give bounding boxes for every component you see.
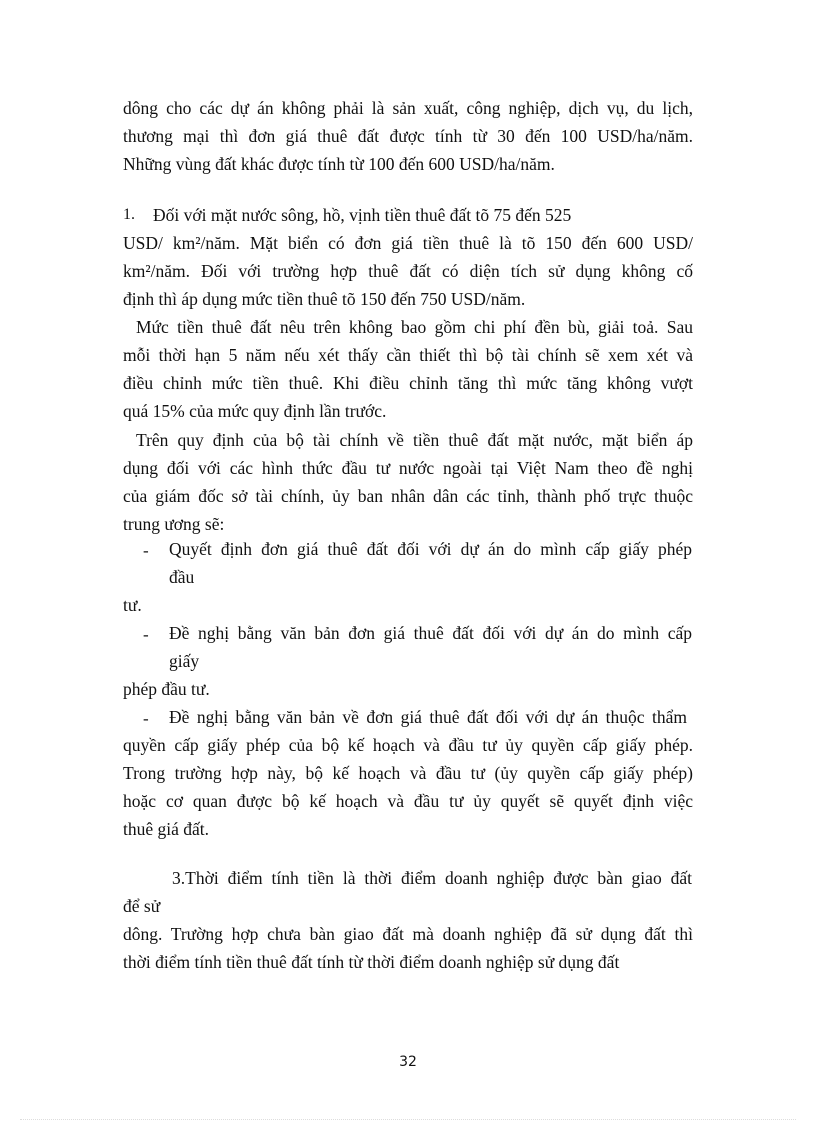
text-line: trung ương sẽ: <box>123 514 225 534</box>
bullet-dash: - <box>143 541 149 560</box>
text-line: để sử <box>123 896 161 916</box>
text-line: hoặc cơ quan được bộ kế hoạch và đầu tư ủy quyết sẽ quyết định việc <box>123 791 693 811</box>
text-line: dông cho các dự án không phải là sản xuất, công nghiệp, dịch vụ, du lịch, <box>123 98 693 118</box>
text-line: Trên quy định của bộ tài chính về tiền thuê đất mặt nước, mặt biển áp <box>136 430 693 450</box>
text-line: thương mại thì đơn giá thuê đất được tính từ 30 đến 100 USD/ha/năm. <box>123 126 693 146</box>
bullet-dash: - <box>143 625 149 644</box>
text-line: mỗi thời hạn 5 năm nếu xét thấy cần thiết thì bộ tài chính sẽ xem xét và <box>123 345 693 365</box>
text-line: đầu <box>169 567 195 587</box>
text-line: thuê giá đất. <box>123 819 210 839</box>
text-line: Trong trường hợp này, bộ kế hoạch và đầu tư (ủy quyền cấp giấy phép) <box>123 763 693 783</box>
text-line: phép đầu tư. <box>123 679 210 699</box>
text-line: dụng đối với các hình thức đầu tư nước ngoài tại Việt Nam theo đề nghị <box>123 458 693 478</box>
bullet-dash: - <box>143 709 149 728</box>
text-line: Đề nghị bằng văn bản đơn giá thuê đất đối với dự án do mình cấp <box>169 623 692 643</box>
text-line: quyền cấp giấy phép của bộ kế hoạch và đầu tư ủy quyền cấp giấy phép. <box>123 735 693 755</box>
text-line: điều chỉnh mức tiền thuê. Khi điều chỉnh tăng thì mức tăng không vượt <box>123 373 693 393</box>
page-number: 32 <box>399 1054 417 1070</box>
list-number: 1. <box>123 206 135 223</box>
text-line: Đề nghị bằng văn bản về đơn giá thuê đất đối với dự án thuộc thẩm <box>169 707 687 727</box>
text-line: Mức tiền thuê đất nêu trên không bao gồm chi phí đền bù, giải toả. Sau <box>136 317 693 337</box>
text-line: dông. Trường hợp chưa bàn giao đất mà doanh nghiệp đã sử dụng đất thì <box>123 924 693 944</box>
text-line: quá 15% của mức quy định lần trước. <box>123 401 387 421</box>
text-line: tư. <box>123 595 142 615</box>
text-line: Đối với mặt nước sông, hồ, vịnh tiền thuê đất tõ 75 đến 525 <box>153 205 572 225</box>
text-line: giấy <box>169 651 200 671</box>
page-bottom-border <box>20 1119 796 1120</box>
text-line: thời điểm tính tiền thuê đất tính từ thời điểm doanh nghiệp sử dụng đất <box>123 952 620 972</box>
text-line: định thì áp dụng mức tiền thuê tõ 150 đến 750 USD/năm. <box>123 289 526 309</box>
text-line: Quyết định đơn giá thuê đất đối với dự án do mình cấp giấy phép <box>169 539 692 559</box>
text-line: của giám đốc sở tài chính, ủy ban nhân dân các tỉnh, thành phố trực thuộc <box>123 486 693 506</box>
text-line: km²/năm. Đối với trường hợp thuê đất có diện tích sử dụng không cố <box>123 261 693 281</box>
text-line: 3.Thời điểm tính tiền là thời điểm doanh nghiệp được bàn giao đất <box>172 868 692 888</box>
text-line: Những vùng đất khác được tính từ 100 đến 600 USD/ha/năm. <box>123 154 555 174</box>
text-line: USD/ km²/năm. Mặt biển có đơn giá tiền thuê là tõ 150 đến 600 USD/ <box>123 233 693 253</box>
